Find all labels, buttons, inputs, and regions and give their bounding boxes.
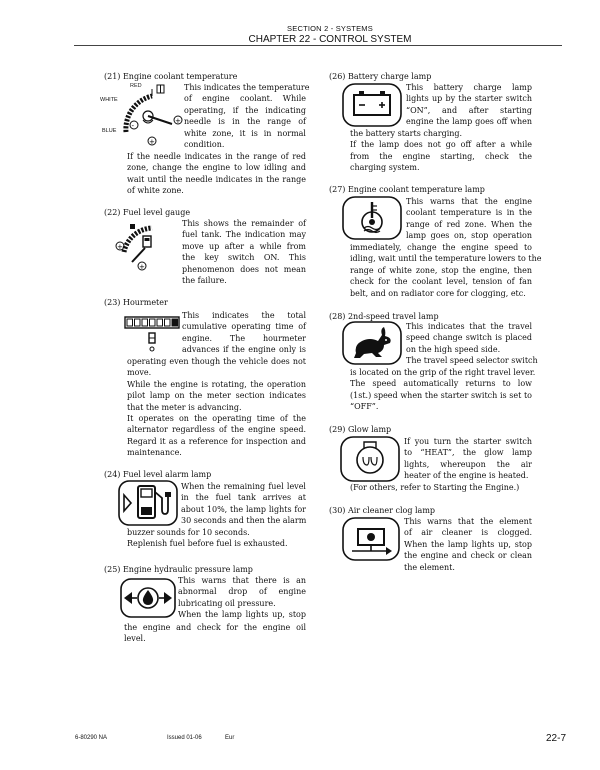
svg-text:-: - [131, 122, 135, 130]
s29-tail: (For others, refer to Starting the Engine.) [350, 483, 520, 492]
s26-tail: the battery starts charging. If the lamp does not go off after a while from the engine starting, check the charging system. [350, 129, 532, 173]
s27-title: (27) Engine coolant temperature lamp [329, 185, 485, 194]
s21-tail: If the needle indicates in the range of red zone, change the engine to low idling and wait until the needle indicates in the range of white zone. [127, 152, 306, 196]
s27-tail: immediately, change the engine speed to idling, wait until the temperature lowers to the range of white zone, stop the engine, then check for the coolant level, tension of fan belt, and on radiator core for clogging, etc. [350, 243, 542, 298]
s21-body: This indicates the temperature of engine coolant. While operating, if the indicating needle is in the range of white zone, it is in normal condition. [184, 83, 310, 150]
s24-title: (24) Fuel level alarm lamp [104, 470, 212, 479]
s30-title: (30) Air cleaner clog lamp [329, 506, 436, 515]
coolant-lamp-icon [342, 196, 402, 240]
s25-body: This warns that there is an abnormal drop of engine lubricating oil pressure. When the lamp lights up, stop [178, 576, 306, 620]
s25-title: (25) Engine hydraulic pressure lamp [104, 565, 253, 574]
s25-tail: the engine and check for the engine oil level. [124, 623, 306, 644]
s30-body: This warns that the element of air cleaner is clogged. When the lamp lights up, stop the engine and check or clean the element. [404, 517, 532, 572]
header-rule [74, 45, 562, 46]
s24-tail: buzzer sounds for 10 seconds. Replenish fuel before fuel is exhausted. [127, 528, 288, 549]
label-red: RED [130, 83, 142, 89]
label-blue: BLUE [102, 128, 117, 134]
label-white: WHITE [100, 97, 118, 103]
svg-text:+: + [149, 138, 155, 146]
s27-body: This warns that the engine coolant temperature is in the range of red zone. When the lamp goes on, stop operation [406, 197, 532, 241]
s23-tail: operating even though the vehicle does not move. While the engine is rotating, the operation pilot lamp on the meter section indicates that the meter is advancing. It operates on the operating time of the alternator regardless of the engine speed. Regard it as a reference for inspection and maintenance. [127, 357, 306, 458]
oil-pressure-icon [120, 578, 176, 618]
s22-title: (22) Fuel level gauge [104, 208, 191, 217]
s23-body: This indicates the total cumulative operating time of engine. The hourmeter advances if the engine only is [182, 311, 306, 355]
footer-language: Eur [225, 735, 235, 741]
svg-text:+: + [117, 243, 123, 251]
s29-body: If you turn the starter switch to “HEAT”, the glow lamp lights, whereupon the air heater of the engine is heated. [404, 437, 532, 481]
fuel-gauge-icon [112, 222, 180, 274]
glow-plug-icon [340, 436, 400, 482]
air-cleaner-icon [342, 517, 400, 561]
s28-title: (28) 2nd-speed travel lamp [329, 312, 439, 321]
footer-issued: Issued 01-06 [167, 735, 202, 741]
s28-tail: is located on the grip of the right travel lever. The speed automatically returns to low (1st.) speed when the starter switch is set to “OFF”. [350, 368, 536, 412]
s23-title: (23) Hourmeter [104, 298, 168, 307]
s29-title: (29) Glow lamp [329, 425, 392, 434]
battery-icon [342, 83, 402, 127]
coolant-gauge-icon [112, 82, 186, 148]
hourmeter-icon [124, 316, 180, 352]
s26-body: This battery charge lamp lights up by the starter switch “ON”, and after starting engine the lamp goes off when [406, 83, 532, 127]
svg-text:+: + [139, 263, 145, 271]
s28-body: This indicates that the travel speed change switch is placed on the high speed side. The travel speed selector switch [406, 322, 538, 366]
s21-title: (21) Engine coolant temperature [104, 72, 238, 81]
svg-text:+: + [175, 117, 181, 125]
s22-body: This shows the remainder of fuel tank. The indication may move up after a while from the key switch ON. This phenomenon does not mean the failure. [182, 219, 306, 286]
page-header [0, 24, 600, 45]
footer-doc-number: 6-80290 NA [75, 735, 108, 741]
fuel-alarm-icon [118, 480, 178, 526]
rabbit-icon [342, 321, 402, 365]
section-title: SECTION 2 - SYSTEMS [287, 24, 373, 33]
s24-body: When the remaining fuel level in the fuel tank arrives at about 10%, the lamp lights for 30 seconds and then the alarm [181, 482, 307, 526]
s26-title: (26) Battery charge lamp [329, 72, 432, 81]
page-number: 22-7 [546, 733, 567, 744]
chapter-title: CHAPTER 22 - CONTROL SYSTEM [248, 34, 412, 45]
